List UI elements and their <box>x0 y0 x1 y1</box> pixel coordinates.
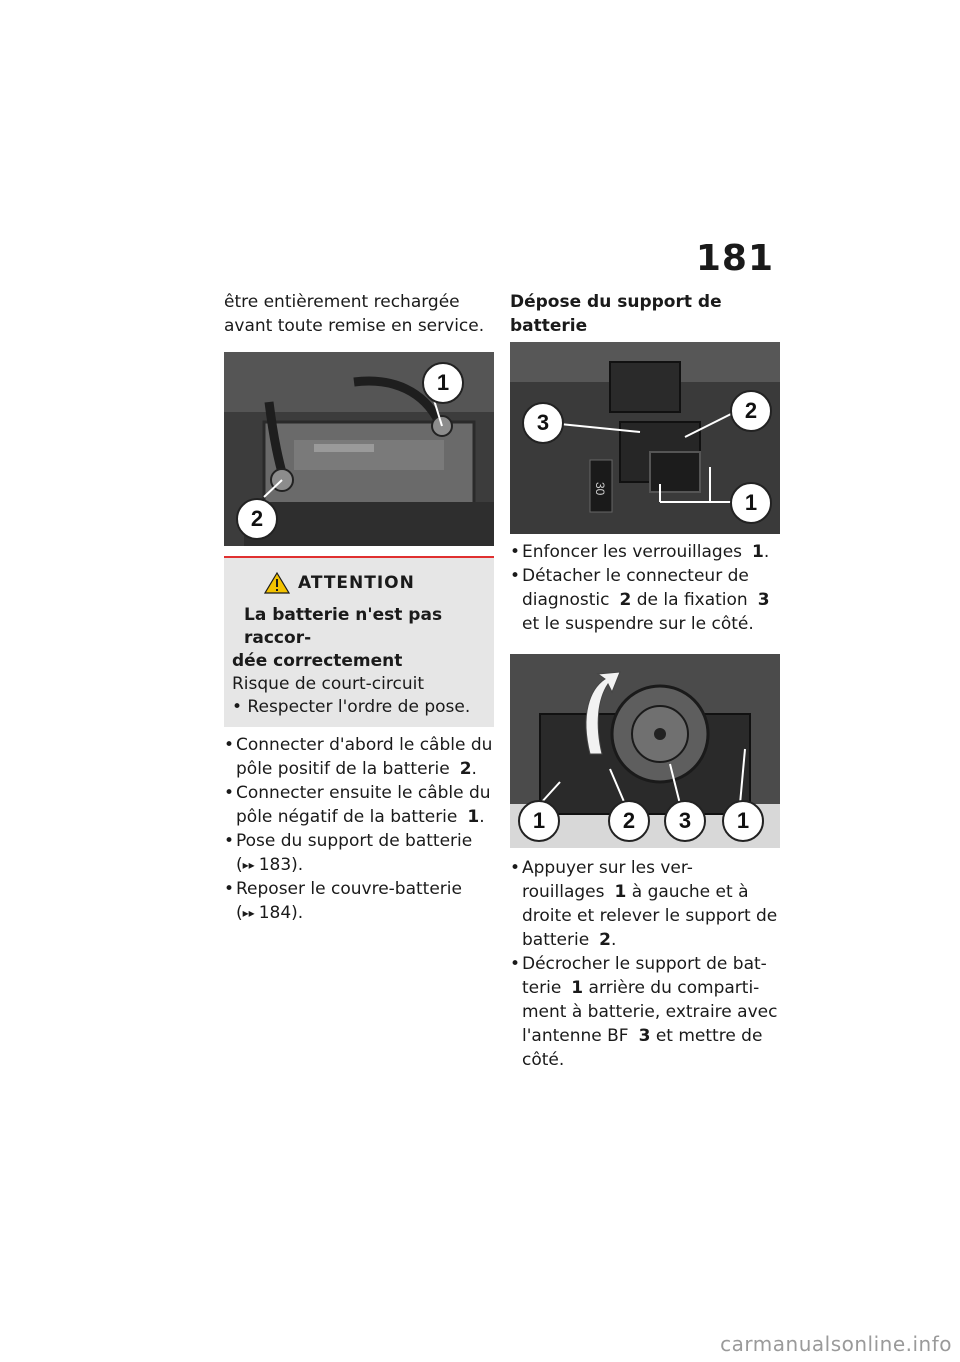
battery-holder-figure <box>510 654 780 848</box>
watermark: carmanualsonline.info <box>720 1332 952 1356</box>
warning-title: ATTENTION <box>298 573 415 593</box>
list-item: • Appuyer sur les ver- rouillages 1 à gauche et à droite et relever le support de batterie 2. <box>510 856 782 952</box>
intro-line-2: avant toute remise en service. <box>224 316 485 336</box>
ref-number: 1 <box>614 882 627 902</box>
callout-2: 2 <box>608 800 650 842</box>
list-item: • Décrocher le support de bat- terie 1 arrière du comparti- ment à batterie, extraire avec l'antenne BF 3 et mettre de côté. <box>510 952 782 1072</box>
list-item: • Détacher le connecteur de diagnostic 2 de la fixation 3 et le suspendre sur le côté. <box>510 564 782 636</box>
ref-number: 1 <box>571 978 584 998</box>
warning-box <box>224 556 494 727</box>
left-steps <box>224 733 494 925</box>
warning-triangle-icon <box>264 571 290 595</box>
callout-1: 1 <box>730 482 772 524</box>
cross-reference-arrow-icon: ▸▸ <box>242 906 255 920</box>
list-item: • Connecter d'abord le câble du pôle positif de la batterie 2. <box>224 733 494 781</box>
warning-subtitle-line-2: dée correctement <box>232 651 403 671</box>
list-item: • Enfoncer les verrouillages 1. <box>510 540 782 564</box>
left-column <box>224 290 494 925</box>
xref-link[interactable]: 183 <box>258 855 292 875</box>
intro-line-1: être entièrement rechargée <box>224 292 460 312</box>
callout-3: 3 <box>664 800 706 842</box>
connector-label: 30 <box>593 482 607 496</box>
warning-subtitle <box>232 604 486 673</box>
warning-risk: Risque de court-circuit <box>232 674 424 694</box>
callout-1b: 1 <box>722 800 764 842</box>
cross-reference-arrow-icon: ▸▸ <box>242 858 255 872</box>
list-item: • Reposer le couvre-batterie (▸▸ 184). <box>224 877 494 925</box>
callout-2: 2 <box>236 498 278 540</box>
page-number: 181 <box>695 238 774 279</box>
right-steps-2 <box>510 856 782 1072</box>
warning-action: • Respecter l'ordre de pose. <box>232 697 471 717</box>
ref-number: 2 <box>459 759 472 779</box>
right-column <box>510 290 782 1072</box>
ref-number: 2 <box>619 590 632 610</box>
ref-number: 1 <box>467 807 480 827</box>
right-steps-1 <box>510 540 782 636</box>
warning-subtitle-line-1: La batterie n'est pas raccor- <box>244 605 443 648</box>
battery-terminals-figure <box>224 352 494 546</box>
ref-number: 1 <box>752 542 764 562</box>
xref-link[interactable]: 184 <box>258 903 292 923</box>
callout-1: 1 <box>518 800 560 842</box>
diagnostic-connector-figure <box>510 342 780 534</box>
list-item: • Connecter ensuite le câble du pôle négatif de la batterie 1. <box>224 781 494 829</box>
callout-3: 3 <box>522 402 564 444</box>
section-heading-line-2: batterie <box>510 316 588 336</box>
ref-number: 2 <box>599 930 612 950</box>
list-item: • Pose du support de batterie (▸▸ 183). <box>224 829 494 877</box>
callout-2: 2 <box>730 390 772 432</box>
section-heading-line-1: Dépose du support de <box>510 292 722 312</box>
callout-1: 1 <box>422 362 464 404</box>
ref-number: 3 <box>638 1026 651 1046</box>
ref-number: 3 <box>757 590 770 610</box>
